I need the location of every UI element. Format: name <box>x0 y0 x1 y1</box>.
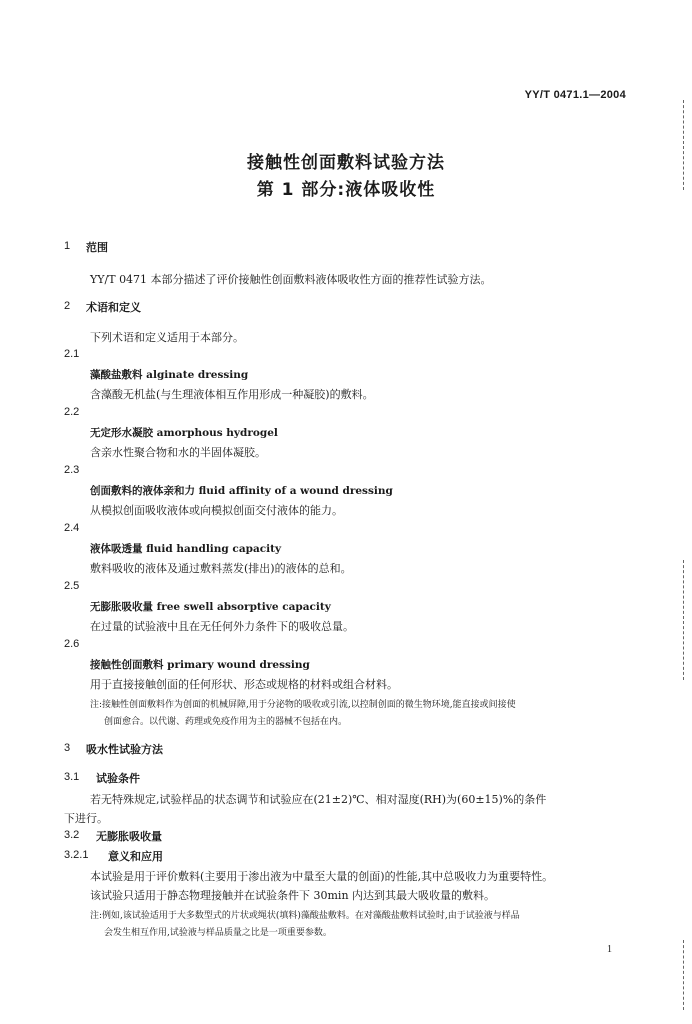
section-3-1-heading: 试验条件 <box>96 772 140 785</box>
section-3-number: 3 <box>64 742 71 754</box>
section-3-2-1-number: 3.2.1 <box>64 849 89 861</box>
section-3-2-1-text: 本试验是用于评价敷料(主要用于渗出液为中量至大量的创面)的性能,其中总吸收力为重要特性。 <box>90 870 554 883</box>
section-3-heading: 吸水性试验方法 <box>86 743 163 756</box>
section-3-1-number: 3.1 <box>64 771 80 783</box>
term-definition: 用于直接接触创面的任何形状、形态或规格的材料或组合材料。 <box>90 678 398 691</box>
section-1-heading: 范围 <box>86 241 108 254</box>
section-2-heading: 术语和定义 <box>86 301 141 314</box>
section-3-2-1-heading: 意义和应用 <box>108 850 163 863</box>
term-number: 2.6 <box>64 638 80 650</box>
term-definition: 含藻酸无机盐(与生理液体相互作用形成一种凝胶)的敷料。 <box>90 388 374 401</box>
term-name: 藻酸盐敷料 alginate dressing <box>90 369 249 381</box>
section-3-2-heading: 无膨胀吸收量 <box>96 830 162 843</box>
title-block <box>0 150 692 204</box>
section-3-2-number: 3.2 <box>64 829 80 841</box>
term-definition: 敷料吸收的液体及通过敷料蒸发(排出)的液体的总和。 <box>90 562 352 575</box>
term-number: 2.3 <box>64 464 80 476</box>
page-number: 1 <box>607 944 612 955</box>
standard-code: YY/T 0471.1—2004 <box>524 89 626 101</box>
term-number: 2.5 <box>64 580 80 592</box>
section-1-number: 1 <box>64 240 71 252</box>
term-name: 液体吸透量 fluid handling capacity <box>90 543 282 555</box>
title-main: 接触性创面敷料试验方法 <box>247 153 445 173</box>
note-line: 创面愈合。以代谢、药理或免疫作用为主的器械不包括在内。 <box>104 717 348 727</box>
term-definition: 在过量的试验液中且在无任何外力条件下的吸收总量。 <box>90 620 354 633</box>
term-number: 2.4 <box>64 522 80 534</box>
term-number: 2.2 <box>64 406 80 418</box>
scan-edge-mark <box>682 100 684 190</box>
scan-edge-mark <box>682 940 684 1010</box>
section-1-text: YY/T 0471 本部分描述了评价接触性创面敷料液体吸收性方面的推荐性试验方法。 <box>90 273 492 286</box>
term-name: 创面敷料的液体亲和力 fluid affinity of a wound dressing <box>90 485 393 497</box>
note-line: 会发生相互作用,试验液与样品质量之比是一项重要参数。 <box>104 928 332 938</box>
title-part: 第 1 部分:液体吸收性 <box>256 180 436 200</box>
scan-edge-mark <box>682 560 684 680</box>
term-name: 无膨胀吸收量 free swell absorptive capacity <box>90 601 331 613</box>
note-line: 注:接触性创面敷料作为创面的机械屏障,用于分泌物的吸收或引流,以控制创面的微生物环境,能直接或间接使 <box>90 700 516 710</box>
term-definition: 含亲水性聚合物和水的半固体凝胶。 <box>90 446 266 459</box>
note-line: 注:例如,该试验适用于大多数型式的片状或绳状(填料)藻酸盐敷料。在对藻酸盐敷料试验时,由于试验液与样品 <box>90 911 520 921</box>
term-name: 无定形水凝胶 amorphous hydrogel <box>90 427 278 439</box>
term-name: 接触性创面敷料 primary wound dressing <box>90 659 310 671</box>
section-3-1-text: 下进行。 <box>64 812 108 825</box>
section-3-2-1-text: 该试验只适用于静态物理接触并在试验条件下 30min 内达到其最大吸收量的敷料。 <box>90 889 496 902</box>
section-2-number: 2 <box>64 300 71 312</box>
section-3-1-text: 若无特殊规定,试验样品的状态调节和试验应在(21±2)℃、相对湿度(RH)为(60±15)%的条件 <box>90 793 547 806</box>
term-definition: 从模拟创面吸收液体或向模拟创面交付液体的能力。 <box>90 504 343 517</box>
term-number: 2.1 <box>64 348 80 360</box>
section-2-intro: 下列术语和定义适用于本部分。 <box>90 331 244 344</box>
